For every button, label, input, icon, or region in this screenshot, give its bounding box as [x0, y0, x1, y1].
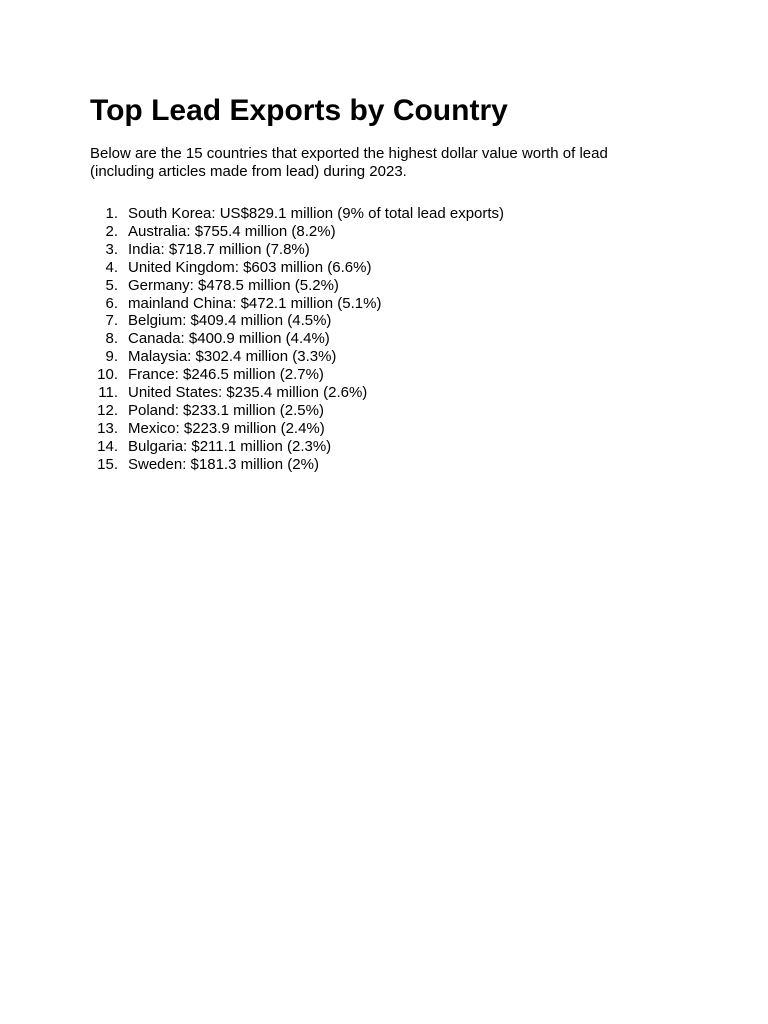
list-item: [90, 348, 650, 366]
list-item-text: Canada: $400.9 million (4.4%): [128, 330, 330, 348]
list-item-text: United Kingdom: $603 million (6.6%): [128, 258, 372, 276]
list-item-text: Australia: $755.4 million (8.2%): [128, 222, 336, 240]
list-item: [90, 438, 650, 456]
list-item-number: 8.: [105, 330, 118, 348]
list-item-text: United States: $235.4 million (2.6%): [128, 384, 368, 402]
list-item-number: 10.: [97, 366, 118, 384]
list-item: [90, 277, 650, 295]
list-item-number: 9.: [105, 348, 118, 366]
intro-paragraph: Below are the 15 countries that exported the highest dollar value worth of lead (including articles made from lead) during 2023.: [90, 145, 608, 180]
list-item-number: 14.: [97, 437, 118, 455]
list-item-number: 5.: [105, 276, 118, 294]
document-page: [90, 92, 650, 474]
list-item-number: 6.: [105, 294, 118, 312]
list-item: [90, 330, 650, 348]
list-item-text: India: $718.7 million (7.8%): [128, 240, 310, 258]
list-item-number: 12.: [97, 401, 118, 419]
list-item-text: Bulgaria: $211.1 million (2.3%): [128, 437, 332, 455]
list-item-text: France: $246.5 million (2.7%): [128, 366, 324, 384]
list-item-number: 4.: [105, 258, 118, 276]
list-item-text: Belgium: $409.4 million (4.5%): [128, 312, 332, 330]
page-title: Top Lead Exports by Country: [90, 94, 508, 127]
list-item-number: 7.: [105, 312, 118, 330]
list-item: [90, 259, 650, 277]
list-item-text: Poland: $233.1 million (2.5%): [128, 401, 324, 419]
list-item-text: Malaysia: $302.4 million (3.3%): [128, 348, 337, 366]
list-item: [90, 312, 650, 330]
list-item: [90, 420, 650, 438]
list-item-number: 15.: [97, 455, 118, 473]
list-item-text: mainland China: $472.1 million (5.1%): [128, 294, 382, 312]
list-item-number: 3.: [105, 240, 118, 258]
list-item-number: 1.: [105, 205, 118, 222]
list-item: [90, 456, 650, 474]
list-item: [90, 223, 650, 241]
list-item: [90, 366, 650, 384]
list-item-text: Sweden: $181.3 million (2%): [128, 455, 319, 473]
list-item: [90, 402, 650, 420]
list-item-number: 2.: [105, 222, 118, 240]
list-item-number: 11.: [98, 384, 118, 402]
list-item-text: South Korea: US$829.1 million (9% of total lead exports): [128, 205, 505, 222]
list-item: [90, 241, 650, 259]
list-item-text: Germany: $478.5 million (5.2%): [128, 276, 339, 294]
list-item-number: 13.: [97, 419, 118, 437]
list-item: [90, 384, 650, 402]
export-list: [90, 205, 650, 474]
list-item: [90, 295, 650, 313]
list-item-text: Mexico: $223.9 million (2.4%): [128, 419, 325, 437]
list-item: [90, 205, 650, 223]
